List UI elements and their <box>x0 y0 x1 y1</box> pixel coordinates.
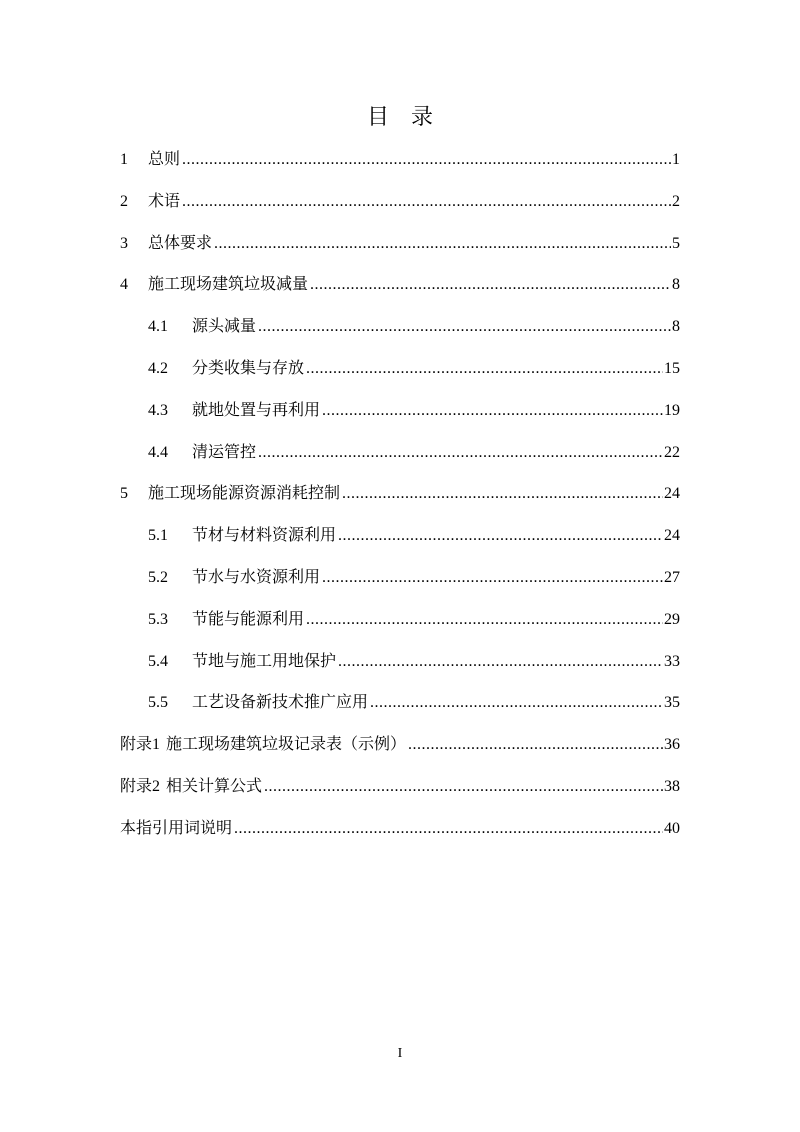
toc-entry-number: 1 <box>120 151 128 168</box>
toc-entry-1[interactable] <box>120 143 680 185</box>
toc-entry-4-1[interactable] <box>120 310 680 352</box>
toc-entry-page: 19 <box>664 401 680 419</box>
leader-dots <box>234 813 663 845</box>
leader-dots <box>306 353 663 385</box>
toc-entry-label: 节地与施工用地保护 <box>192 650 337 670</box>
toc-entry-label: 施工现场建筑垃圾减量 <box>148 274 309 294</box>
toc-entry-label: 总则 <box>148 149 181 168</box>
toc-entry-label: 节水与水资源利用 <box>192 566 321 586</box>
title-char-1: 目 <box>366 105 389 130</box>
toc-entry-page: 1 <box>672 151 680 168</box>
toc-entry-5-3[interactable] <box>120 603 680 645</box>
toc-entry-number: 5.3 <box>148 610 168 628</box>
toc-entry-number: 4.3 <box>148 401 168 419</box>
toc-entry-label: 清运管控 <box>192 441 257 461</box>
leader-dots <box>258 311 671 343</box>
leader-dots <box>408 729 663 761</box>
toc-entry-5-2[interactable] <box>120 561 680 603</box>
toc-entry-4-2[interactable] <box>120 352 680 394</box>
toc-entry-appendix-1[interactable] <box>120 728 680 770</box>
leader-dots <box>322 562 663 594</box>
toc-entry-label: 相关计算公式 <box>166 775 263 795</box>
toc-entry-page: 8 <box>672 318 680 336</box>
toc-entry-prefix: 附录 <box>120 734 153 754</box>
toc-entry-number: 4 <box>120 276 128 294</box>
toc-entry-label: 施工现场建筑垃圾记录表（示例） <box>166 734 407 754</box>
toc-entry-4-4[interactable] <box>120 436 680 478</box>
toc-entry-number: 4.4 <box>148 443 168 461</box>
toc-entry-number: 4.2 <box>148 359 168 377</box>
leader-dots <box>338 646 663 678</box>
toc-entry-label: 分类收集与存放 <box>192 357 305 377</box>
leader-dots <box>310 269 671 301</box>
leader-dots <box>258 437 663 469</box>
toc-entry-number: 5.5 <box>148 694 168 712</box>
toc-entry-label: 术语 <box>148 190 181 210</box>
toc-entry-3[interactable] <box>120 227 680 269</box>
toc-entry-page: 5 <box>672 234 680 252</box>
toc-entry-terms-explanation[interactable] <box>120 812 680 854</box>
toc-entry-number: 5 <box>120 485 128 503</box>
toc-entry-2[interactable] <box>120 185 680 227</box>
toc-entry-number: 3 <box>120 234 128 252</box>
toc-entry-5-4[interactable] <box>120 645 680 687</box>
toc-entry-5-1[interactable] <box>120 519 680 561</box>
leader-dots <box>264 771 663 803</box>
toc-entry-number: 5.4 <box>148 652 168 670</box>
toc-entry-page: 38 <box>664 777 680 795</box>
toc-entry-page: 24 <box>664 485 680 503</box>
toc-entry-4[interactable] <box>120 268 680 310</box>
toc-entry-number: 5.2 <box>148 568 168 586</box>
leader-dots <box>342 478 663 510</box>
toc-entry-label: 总体要求 <box>148 232 213 252</box>
toc-entry-number: 5.1 <box>148 527 168 545</box>
toc-entry-5-5[interactable] <box>120 686 680 728</box>
toc-entry-label: 节材与材料资源利用 <box>192 525 337 545</box>
toc-entry-page: 22 <box>664 443 680 461</box>
toc-entry-page: 33 <box>664 652 680 670</box>
toc-entry-page: 24 <box>664 527 680 545</box>
toc-entry-label: 工艺设备新技术推广应用 <box>192 692 369 712</box>
toc-entry-page: 29 <box>664 610 680 628</box>
toc-entry-number: 1 <box>152 736 161 754</box>
page-number: I <box>397 1046 403 1061</box>
toc-entry-page: 2 <box>672 192 680 210</box>
leader-dots <box>306 604 663 636</box>
leader-dots <box>338 520 663 552</box>
toc-entry-appendix-2[interactable] <box>120 770 680 812</box>
toc-entry-label: 本指引用词说明 <box>120 817 233 837</box>
leader-dots <box>322 395 663 427</box>
toc-entry-prefix: 附录 <box>120 775 153 795</box>
toc-entry-label: 节能与能源利用 <box>192 608 305 628</box>
leader-dots <box>214 228 671 260</box>
toc-entry-page: 27 <box>664 568 680 586</box>
table-of-contents <box>120 143 680 854</box>
title-char-2: 录 <box>411 105 434 130</box>
toc-entry-page: 35 <box>664 694 680 712</box>
toc-entry-label: 就地处置与再利用 <box>192 399 321 419</box>
toc-entry-label: 源头减量 <box>192 316 257 336</box>
toc-entry-number: 2 <box>120 192 128 210</box>
toc-entry-page: 40 <box>664 819 680 837</box>
toc-entry-number: 2 <box>152 777 161 795</box>
toc-entry-5[interactable] <box>120 477 680 519</box>
toc-entry-4-3[interactable] <box>120 394 680 436</box>
leader-dots <box>370 687 663 719</box>
toc-entry-page: 36 <box>664 736 680 754</box>
page-title <box>0 102 800 134</box>
leader-dots <box>182 144 671 176</box>
leader-dots <box>182 186 671 218</box>
toc-entry-number: 4.1 <box>148 318 168 336</box>
toc-entry-label: 施工现场能源资源消耗控制 <box>148 483 341 503</box>
toc-entry-page: 8 <box>672 276 680 294</box>
toc-entry-page: 15 <box>664 359 680 377</box>
